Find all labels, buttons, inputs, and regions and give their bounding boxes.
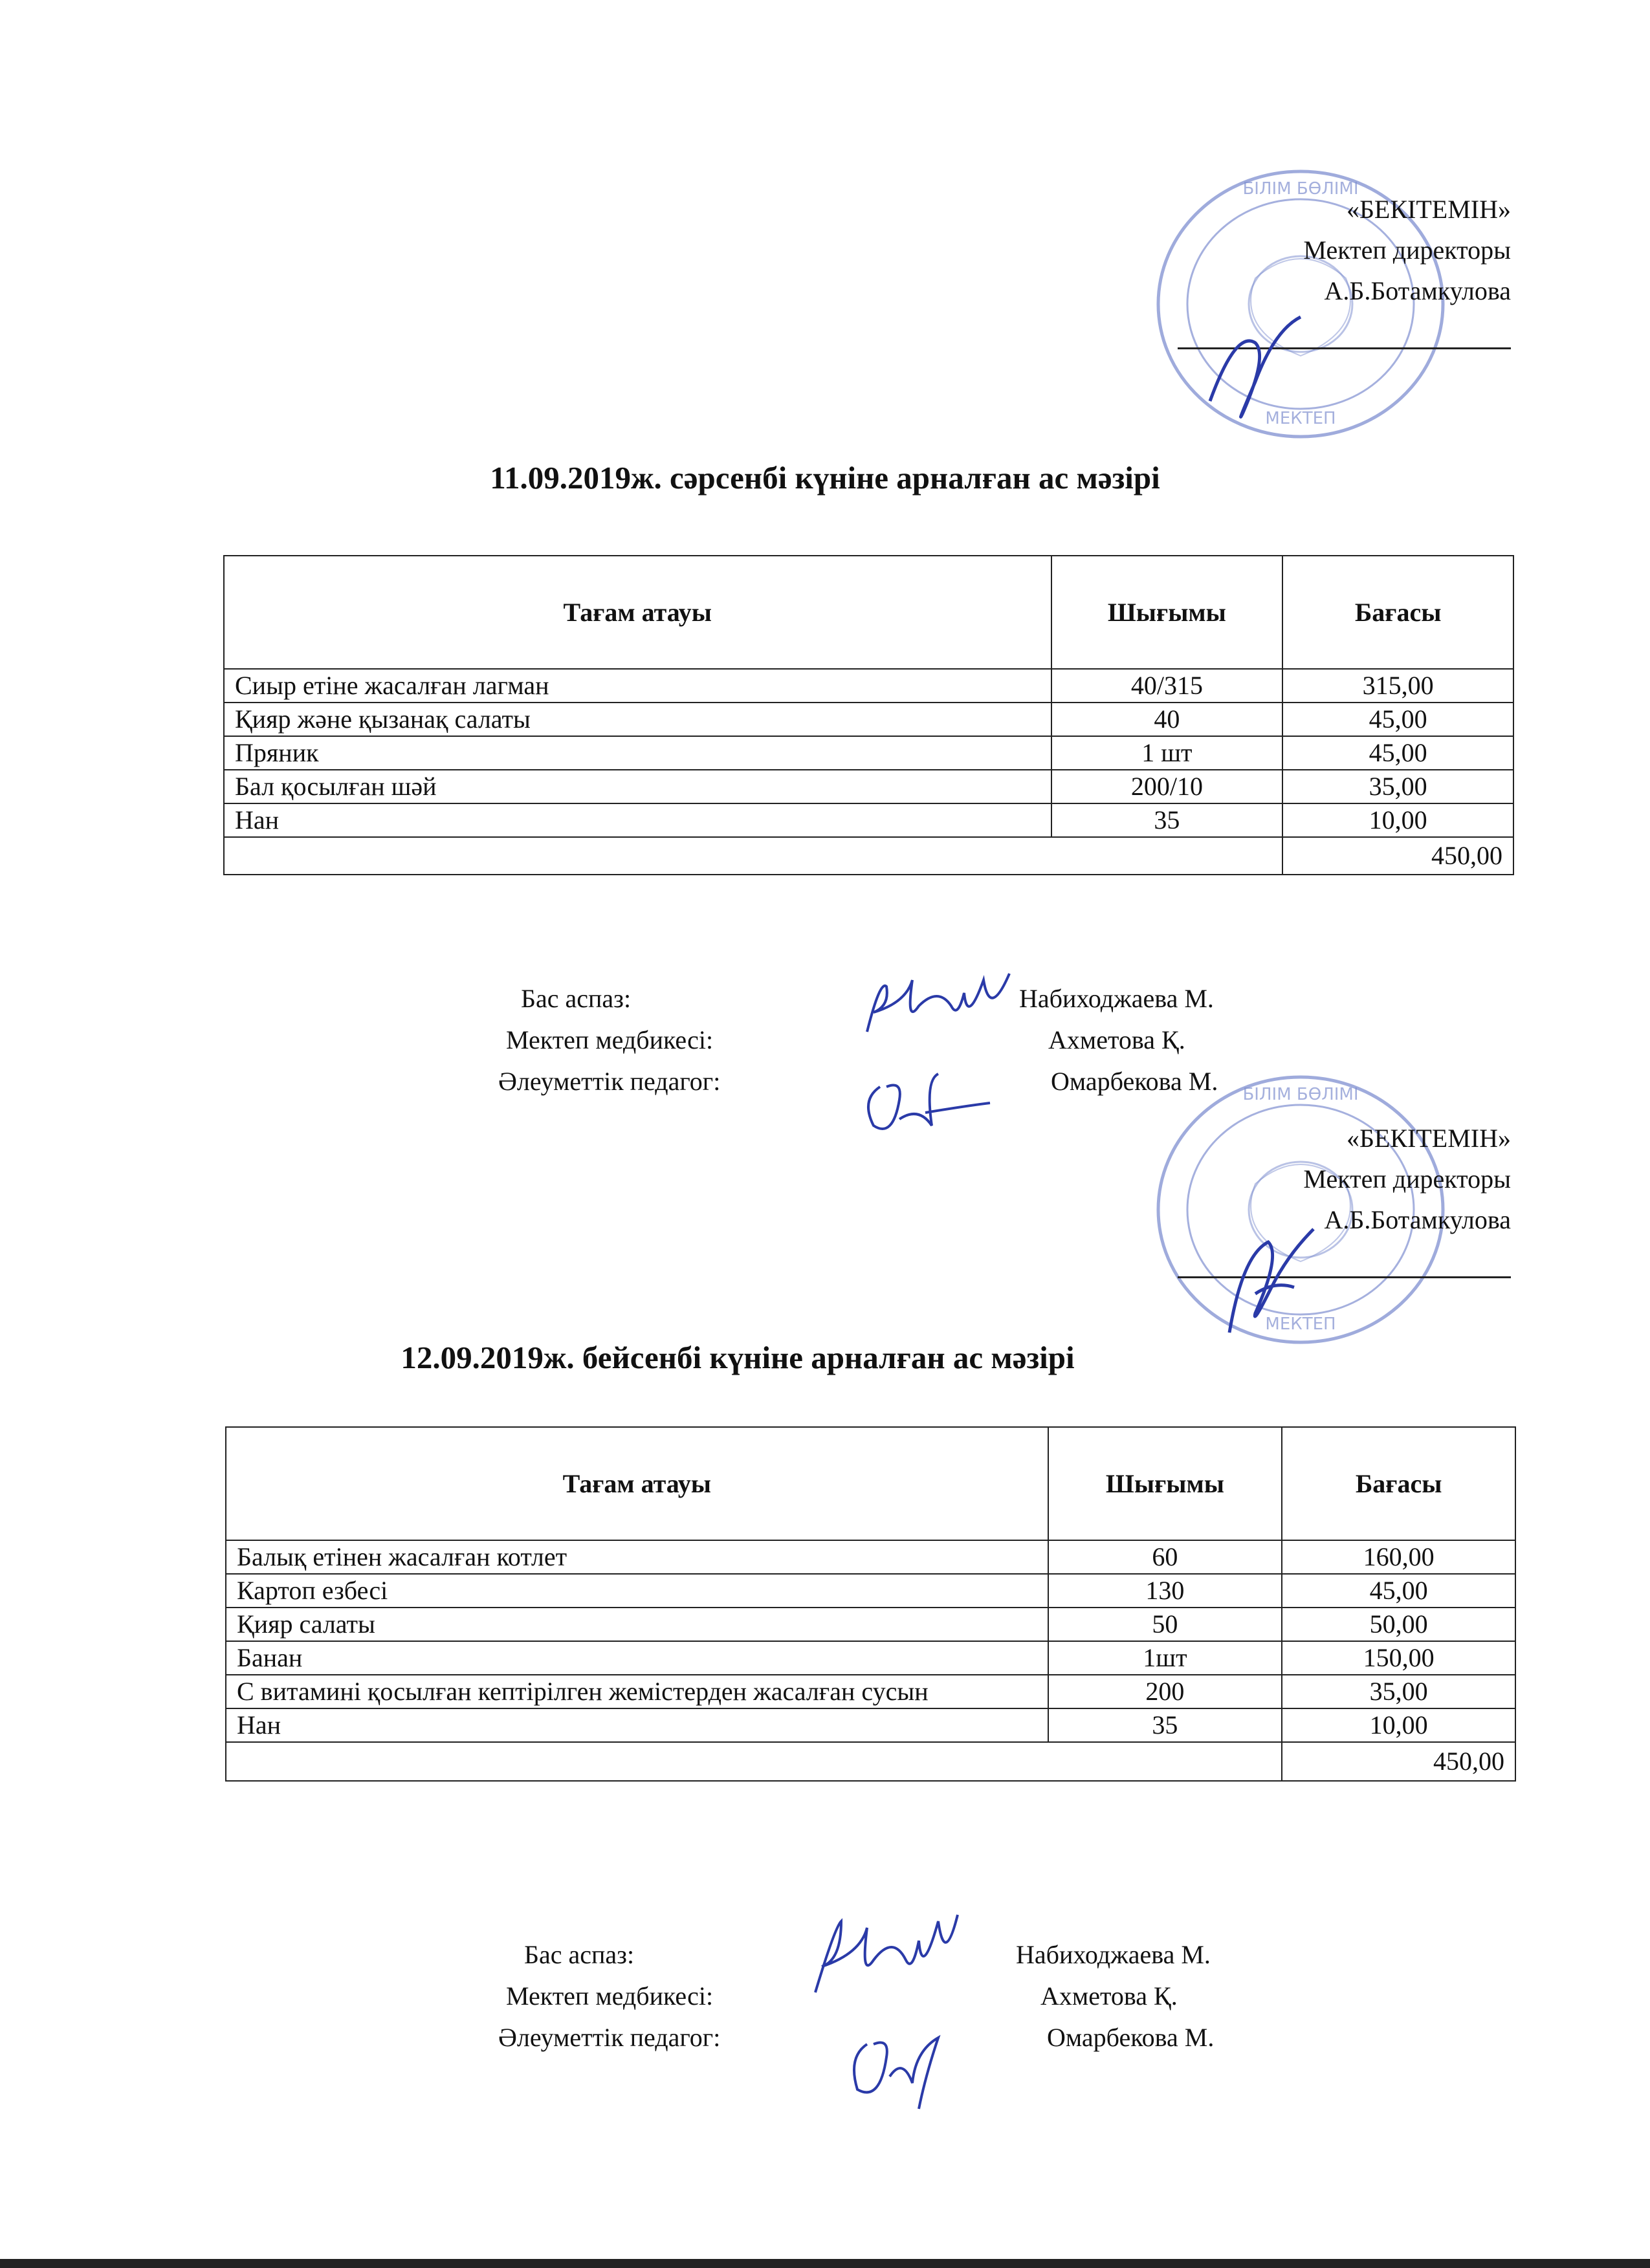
signer-role: Әлеуметтік педагог: xyxy=(498,1067,721,1096)
menu-title: 12.09.2019ж. бейсенбі күніне арналған ас мәзірі xyxy=(401,1340,1075,1375)
dish-name: Қияр салаты xyxy=(226,1608,1048,1641)
signer-name: Омарбекова М. xyxy=(1051,1067,1218,1096)
signer-role: Әлеуметтік педагог: xyxy=(498,2023,721,2052)
column-header-yield: Шығымы xyxy=(1048,1427,1282,1540)
scan-edge-bar xyxy=(0,2259,1650,2268)
dish-price: 45,00 xyxy=(1282,736,1513,770)
table-row xyxy=(226,1708,1515,1742)
chef-signature xyxy=(854,967,1022,1038)
approval-name: А.Б.Ботамкулова xyxy=(1324,1205,1511,1234)
total-price: 450,00 xyxy=(1282,1742,1515,1781)
column-header-price: Бағасы xyxy=(1282,556,1513,669)
total-row xyxy=(226,1742,1515,1781)
dish-name: Пряник xyxy=(224,736,1051,770)
pedagogue-signature xyxy=(841,2018,958,2115)
dish-yield: 200 xyxy=(1048,1675,1282,1708)
menu-table xyxy=(225,1426,1516,1782)
signer-name: Набиходжаева М. xyxy=(1016,1940,1211,1969)
dish-price: 50,00 xyxy=(1282,1608,1515,1641)
dish-name: Нан xyxy=(226,1708,1048,1742)
table-row xyxy=(224,736,1513,770)
dish-price: 315,00 xyxy=(1282,669,1513,703)
dish-price: 160,00 xyxy=(1282,1540,1515,1574)
total-label-cell xyxy=(226,1742,1282,1781)
dish-yield: 200/10 xyxy=(1051,770,1283,803)
dish-name: Қияр және қызанақ салаты xyxy=(224,703,1051,736)
dish-name: Нан xyxy=(224,803,1051,837)
signer-name: Омарбекова М. xyxy=(1047,2023,1215,2052)
table-header-row xyxy=(224,556,1513,669)
column-header-yield: Шығымы xyxy=(1051,556,1283,669)
dish-yield: 40/315 xyxy=(1051,669,1283,703)
signer-name: Ахметова Қ. xyxy=(1048,1025,1185,1054)
table-row xyxy=(226,1641,1515,1675)
table-row xyxy=(226,1608,1515,1641)
dish-name: С витамині қосылған кептірілген жемістерден жасалған сусын xyxy=(226,1675,1048,1708)
pedagogue-signature xyxy=(854,1067,1003,1145)
dish-yield: 60 xyxy=(1048,1540,1282,1574)
table-row xyxy=(226,1540,1515,1574)
table-row xyxy=(226,1574,1515,1608)
signer-name: Ахметова Қ. xyxy=(1040,1981,1178,2011)
dish-yield: 35 xyxy=(1048,1708,1282,1742)
table-row xyxy=(224,703,1513,736)
dish-yield: 130 xyxy=(1048,1574,1282,1608)
column-header-dish: Тағам атауы xyxy=(224,556,1051,669)
stamp-lettering: БІЛІМ БӨЛІМІ xyxy=(1242,179,1359,199)
chef-signature xyxy=(802,1908,964,1999)
director-signature xyxy=(1216,1216,1326,1346)
signer-role: Бас аспаз: xyxy=(524,1940,635,1969)
approval-position: Мектеп директоры xyxy=(1303,1164,1511,1194)
total-label-cell xyxy=(224,837,1282,875)
total-row xyxy=(224,837,1513,875)
director-signature xyxy=(1197,304,1314,433)
dish-name: Бал қосылған шәй xyxy=(224,770,1051,803)
dish-price: 35,00 xyxy=(1282,1675,1515,1708)
table-row xyxy=(224,669,1513,703)
menu-table xyxy=(223,555,1514,875)
dish-price: 10,00 xyxy=(1282,1708,1515,1742)
dish-yield: 40 xyxy=(1051,703,1283,736)
dish-yield: 35 xyxy=(1051,803,1283,837)
approval-heading: «БЕКІТЕМІН» xyxy=(1346,1124,1511,1153)
signer-role: Бас аспаз: xyxy=(521,984,632,1013)
approval-name: А.Б.Ботамкулова xyxy=(1324,276,1511,305)
table-row xyxy=(224,770,1513,803)
stamp-lettering: МЕКТЕП xyxy=(1265,409,1336,428)
dish-price: 35,00 xyxy=(1282,770,1513,803)
dish-yield: 50 xyxy=(1048,1608,1282,1641)
dish-name: Балық етінен жасалған котлет xyxy=(226,1540,1048,1574)
approval-heading: «БЕКІТЕМІН» xyxy=(1346,195,1511,224)
table-header-row xyxy=(226,1427,1515,1540)
dish-name: Сиыр етіне жасалған лагман xyxy=(224,669,1051,703)
stamp-lettering: БІЛІМ БӨЛІМІ xyxy=(1242,1085,1359,1104)
column-header-price: Бағасы xyxy=(1282,1427,1515,1540)
approval-position: Мектеп директоры xyxy=(1303,235,1511,265)
signer-role: Мектеп медбикесі: xyxy=(506,1981,714,2011)
dish-price: 150,00 xyxy=(1282,1641,1515,1675)
signer-name: Набиходжаева М. xyxy=(1019,984,1214,1013)
dish-name: Банан xyxy=(226,1641,1048,1675)
total-price: 450,00 xyxy=(1282,837,1513,875)
table-row xyxy=(224,803,1513,837)
dish-name: Картоп езбесі xyxy=(226,1574,1048,1608)
stamp-lettering: МЕКТЕП xyxy=(1265,1314,1336,1334)
dish-price: 45,00 xyxy=(1282,703,1513,736)
dish-price: 45,00 xyxy=(1282,1574,1515,1608)
table-row xyxy=(226,1675,1515,1708)
dish-yield: 1шт xyxy=(1048,1641,1282,1675)
signer-role: Мектеп медбикесі: xyxy=(506,1025,714,1054)
column-header-dish: Тағам атауы xyxy=(226,1427,1048,1540)
dish-yield: 1 шт xyxy=(1051,736,1283,770)
dish-price: 10,00 xyxy=(1282,803,1513,837)
menu-title: 11.09.2019ж. сәрсенбі күніне арналған ас мәзірі xyxy=(490,460,1160,496)
